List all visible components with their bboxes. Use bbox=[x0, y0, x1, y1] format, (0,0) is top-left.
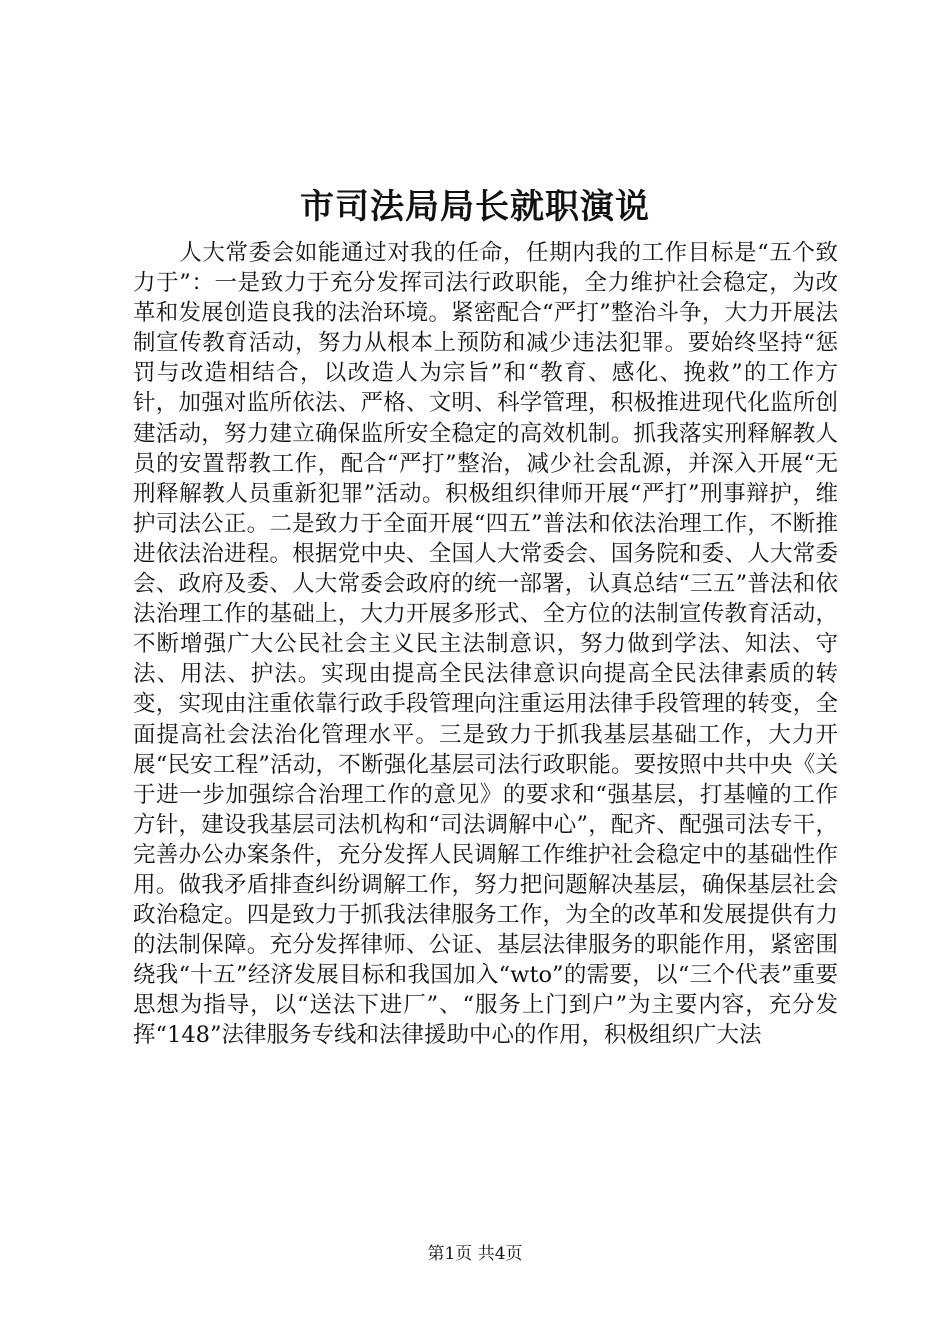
page-footer: 第1页 共4页 bbox=[427, 1244, 523, 1264]
body-paragraph: 人大常委会如能通过对我的任命，任期内我的工作目标是“五个致力于”：一是致力于充分发挥司法行政职能，全力维护社会稳定，为改革和发展创造良我的法治环境。紧密配合“严打”整治斗争，大力开展法制宣传教育活动，努力从根本上预防和减少违法犯罪。要始终坚持“惩罚与改造相结合，以改造人为宗旨”和“教育、感化、挽救”的工作方针，加强对监所依法、严格、文明、科学管理，积极推进现代化监所创建活动，努力建立确保监所安全稳定的高效机制。抓我落实刑释解教人员的安置帮教工作，配合“严打”整治，减少社会乱源，并深入开展“无刑释解教人员重新犯罪”活动。积极组织律师开展“严打”刑事辩护，维护司法公正。二是致力于全面开展“四五”普法和依法治理工作，不断推进依法治进程。根据党中央、全国人大常委会、国务院和委、人大常委会、政府及委、人大常委会政府的统一部署，认真总结“三五”普法和依法治理工作的基础上，大力开展多形式、全方位的法制宣传教育活动，不断增强广大公民社会主义民主法制意识，努力做到学法、知法、守法、用法、护法。实现由提高全民法律意识向提高全民法律素质的转变，实现由注重依靠行政手段管理向注重运用法律手段管理的转变，全面提高社会法治化管理水平。三是致力于抓我基层基础工作，大力开展“民安工程”活动，不断强化基层司法行政职能。要按照中共中央《关于进一步加强综合治理工作的意见》的要求和“强基层，打基幢的工作方针，建设我基层司法机构和“司法调解中心”，配齐、配强司法专干，完善办公办案条件，充分发挥人民调解工作维护社会稳定中的基础性作用。做我矛盾排查纠纷调解工作，努力把问题解决基层，确保基层社会政治稳定。四是致力于抓我法律服务工作，为全的改革和发展提供有力的法制保障。充分发挥律师、公证、基层法律服务的职能作用，紧密围绕我“十五”经济发展目标和我国加入“wto”的需要，以“三个代表”重要思想为指导，以“送法下进厂”、“服务上门到户”为主要内容，充分发挥“148”法律服务专线和法律援助中心的作用，积极组织广大法 bbox=[133, 240, 838, 1049]
document-title: 市司法局局长就职演说 bbox=[300, 187, 650, 227]
